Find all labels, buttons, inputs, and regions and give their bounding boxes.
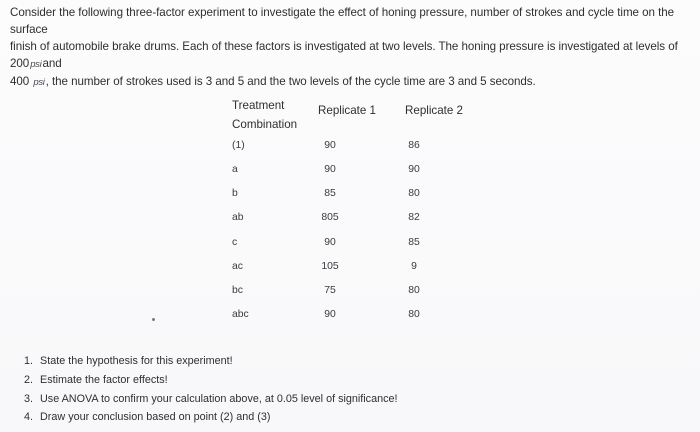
replicate-2-value: 82 bbox=[408, 212, 420, 223]
replicate-2-value: 86 bbox=[408, 140, 420, 151]
replicate-2-value: 9 bbox=[411, 261, 417, 272]
intro-line-1: Consider the following three-factor experiment to investigate the effect of honing pressure, number of strokes and cycle time on the surface bbox=[10, 6, 675, 36]
treatment-label: (1) bbox=[232, 140, 245, 151]
replicate-1-value: 90 bbox=[324, 140, 336, 151]
question-list bbox=[24, 352, 397, 427]
stray-dot bbox=[152, 318, 155, 321]
treatment-label: abc bbox=[232, 309, 249, 320]
treatment-label: b bbox=[232, 188, 238, 199]
replicate-2-value: 85 bbox=[408, 237, 420, 248]
question-item: 3. Use ANOVA to confirm your calculation above, at 0.05 level of significance! bbox=[24, 392, 398, 405]
intro-line-2: finish of automobile brake drums. Each of these factors is investigated at two levels. The honing pressure is investigated at levels of 200psiand bbox=[10, 40, 678, 70]
intro-line-3: 400 psi, the number of strokes used is 3 and 5 and the two levels of the cycle time are 3 and 5 seconds. bbox=[10, 75, 536, 88]
replicate-1-value: 805 bbox=[321, 212, 339, 223]
psi-unit: psi bbox=[33, 77, 45, 88]
replicate-1-value: 85 bbox=[324, 188, 336, 199]
psi-unit: psi bbox=[30, 59, 42, 70]
header-replicate-1: Replicate 1 bbox=[318, 104, 377, 117]
question-item: 2. Estimate the factor effects! bbox=[24, 373, 168, 386]
treatment-label: ac bbox=[232, 261, 243, 272]
header-treatment-combination: Treatment Combination bbox=[232, 99, 298, 131]
replicate-1-value: 75 bbox=[324, 285, 336, 296]
problem-statement bbox=[10, 4, 694, 91]
replicate-1-value: 105 bbox=[321, 261, 339, 272]
treatment-label: ab bbox=[232, 212, 244, 223]
replicate-2-value: 80 bbox=[408, 188, 420, 199]
replicate-2-value: 80 bbox=[408, 285, 420, 296]
question-item: 1. State the hypothesis for this experiment! bbox=[24, 355, 233, 367]
replicate-2-value: 90 bbox=[408, 164, 420, 175]
treatment-label: a bbox=[232, 164, 238, 175]
replicate-2-value: 80 bbox=[408, 309, 420, 320]
treatment-label: bc bbox=[232, 285, 243, 296]
question-item: 4. Draw your conclusion based on point (2) and (3) bbox=[24, 411, 271, 424]
replicate-1-value: 90 bbox=[324, 237, 336, 248]
replicate-1-value: 90 bbox=[324, 309, 336, 320]
treatment-label: c bbox=[232, 237, 238, 248]
header-replicate-2: Replicate 2 bbox=[405, 104, 464, 117]
replicate-1-value: 90 bbox=[324, 164, 336, 175]
